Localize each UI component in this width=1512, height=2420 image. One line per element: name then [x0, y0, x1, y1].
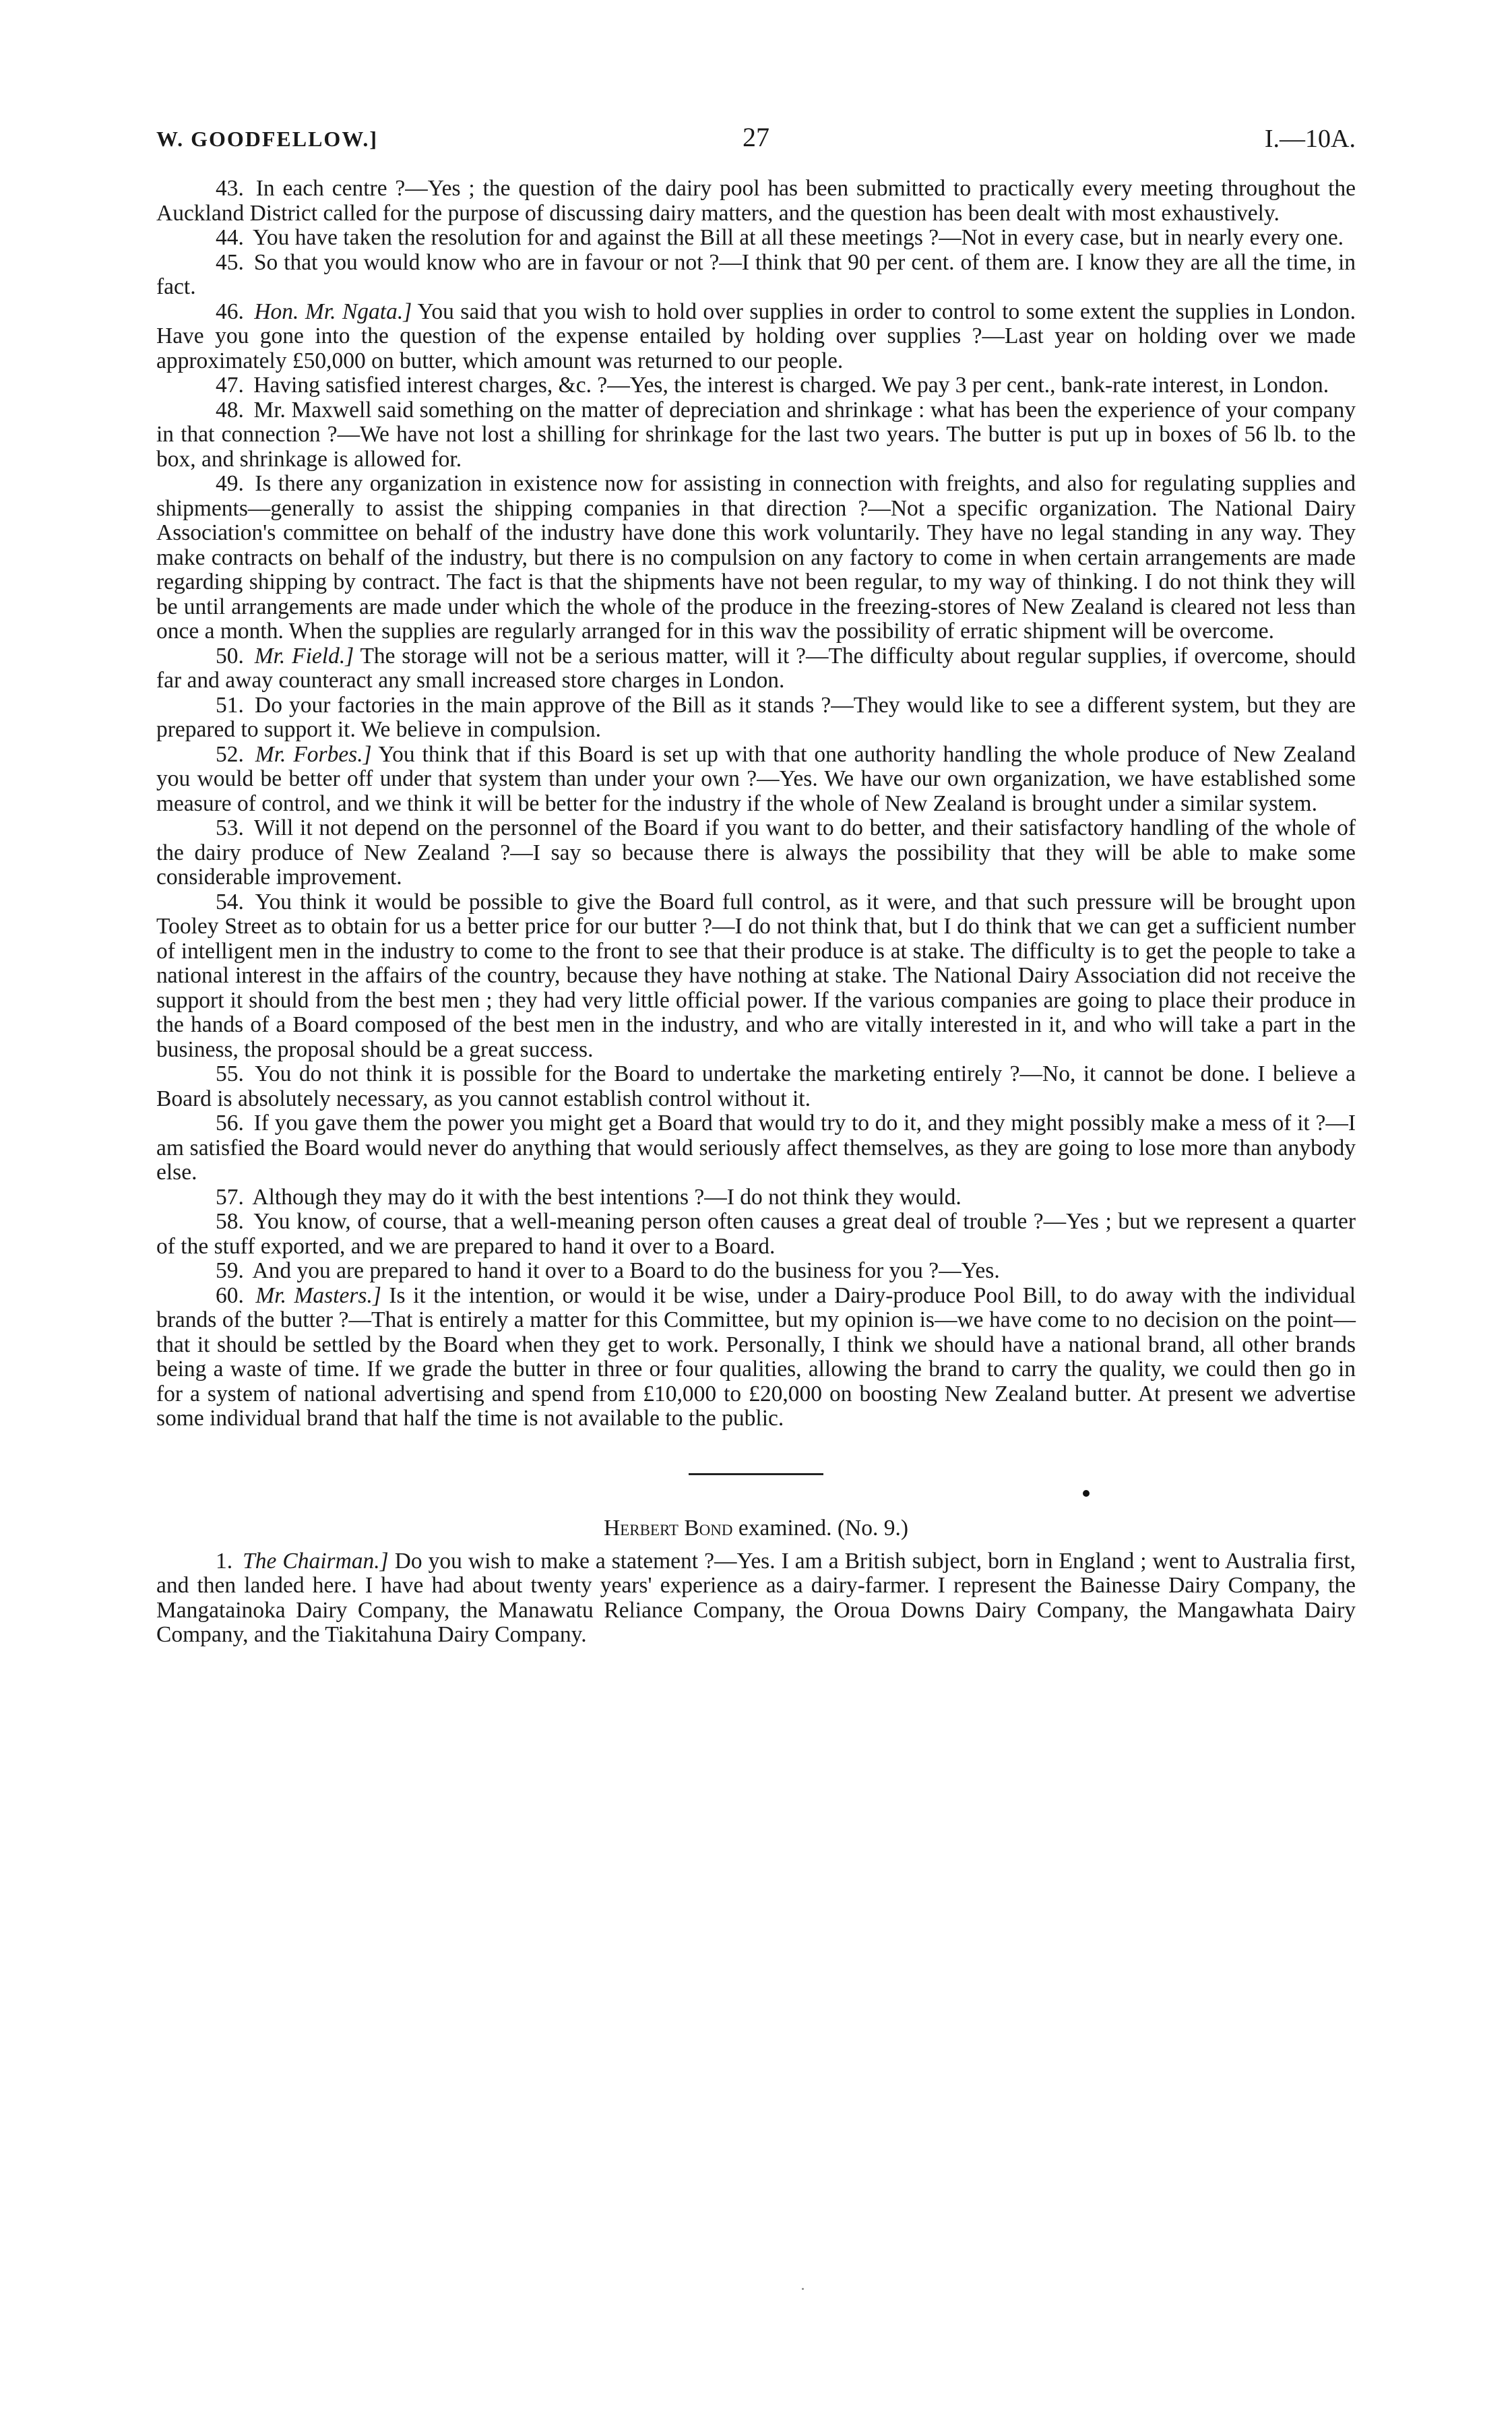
question-text: In each centre ?—Yes ; the question of the dairy pool has been submitted to practically every meeting throughout the Auckland District called for the purpose of discussing dairy matters, and the question has been dealt with most exhaustively. — [156, 176, 1356, 226]
witness-name: Herbert Bond — [603, 1515, 733, 1541]
question-47 — [156, 373, 1356, 398]
ink-dot — [1083, 1490, 1090, 1497]
question-53 — [156, 816, 1356, 890]
question-text: Will it not depend on the personnel of the Board if you want to do better, and their satisfactory handling of the whole of the dairy produce of New Zealand ?—I say so because there is always the possibility that they will be able to make some considerable improvement. — [156, 815, 1356, 890]
question-57 — [156, 1185, 1356, 1210]
question-text: You think it would be possible to give the Board full control, as it were, and that such pressure will be brought upon Tooley Street as to obtain for us a better price for our butter ?—I do not think that, but I do think that we can get a sufficient number of intelligent men in the industry to come to the front to see that their produce is at stake. The difficulty is to get the people to take a national interest in the affairs of the country, because they have nothing at stake. The National Dairy Association did not receive the support it should from the best men ; they had very little official power. If the various companies are going to place their produce in the hands of a Board composed of the best men in the industry, and who are vitally interested in it, and who will take a part in the business, the proposal should be a great success. — [156, 889, 1356, 1062]
question-51 — [156, 693, 1356, 743]
speaker-name: Mr. Masters.] — [255, 1282, 381, 1308]
question-46 — [156, 300, 1356, 374]
question-number: 52. — [216, 741, 244, 767]
evidence-body — [156, 177, 1356, 1431]
question-number: 43. — [216, 176, 244, 201]
question-number: 60. — [216, 1282, 244, 1308]
question-50 — [156, 644, 1356, 693]
question-45 — [156, 251, 1356, 300]
scan-speck — [802, 2288, 804, 2290]
witness-section-heading — [156, 1516, 1356, 1541]
document-page — [156, 121, 1356, 1648]
question-number: 57. — [216, 1184, 244, 1210]
question-number: 59. — [216, 1258, 244, 1283]
question-number: 55. — [216, 1061, 244, 1086]
question-44 — [156, 226, 1356, 251]
question-43 — [156, 177, 1356, 226]
question-text: So that you would know who are in favour or not ?—I think that 90 per cent. of them are. I know they are all the time, in fact. — [156, 249, 1356, 299]
question-text: Is there any organization in existence now for assisting in connection with freights, and also for regulating supplies and shipments—generally to assist the shipping companies in that direction ?—Not a specific organization. The National Dairy Association's committee on behalf of the industry have done this work voluntarily. They have no legal standing in any way. They make contracts on behalf of the industry, but there is no compulsion on any factory to come in when certain arrangements are made regarding shipping by contract. The fact is that the shipments have not been regular, to my way of thinking. I do not think they will be until arrangements are made under which the whole of the produce in the freezing-stores of New Zealand is cleared not less than once a month. When the supplies are regularly arranged for in this wav the possibility of erratic shipment will be overcome. — [156, 471, 1356, 644]
question-58 — [156, 1210, 1356, 1259]
question-text: You do not think it is possible for the Board to undertake the marketing entirely ?—No, it cannot be done. I believe a Board is absolutely necessary, as you cannot establish control without it. — [156, 1061, 1356, 1111]
speaker-name: Mr. Field.] — [254, 643, 354, 669]
header-witness-name: W. GOODFELLOW.] — [156, 127, 379, 151]
header-paper-reference: I.—10A. — [1264, 125, 1356, 153]
question-text: If you gave them the power you might get a Board that would try to do it, and they might possibly make a mess of it ?—I am satisfied the Board would never do anything that would seriously affect themselves, as they are going to lose more than anybody else. — [156, 1111, 1356, 1185]
speaker-name: The Chairman.] — [243, 1548, 389, 1574]
question-text: Although they may do it with the best intentions ?—I do not think they would. — [252, 1184, 962, 1210]
question-56 — [156, 1111, 1356, 1185]
question-text: The storage will not be a serious matter, will it ?—The difficulty about regular supplies, if overcome, should far and away counteract any small increased store charges in London. — [156, 643, 1356, 693]
question-number: 44. — [216, 225, 244, 250]
question-number: 53. — [216, 815, 244, 840]
question-59 — [156, 1259, 1356, 1284]
question-text: You said that you wish to hold over supplies in order to control to some extent the supplies in London. Have you gone into the question of the expense entailed by holding over supplies ?—Last year on holding over we made approximately £50,000 on butter, which amount was returned to our people. — [156, 299, 1356, 373]
question-text: You have taken the resolution for and against the Bill at all these meetings ?—Not in every case, but in nearly every one. — [253, 225, 1344, 250]
question-number: 1. — [216, 1548, 233, 1574]
question-48 — [156, 398, 1356, 472]
question-number: 45. — [216, 249, 244, 275]
speaker-name: Hon. Mr. Ngata.] — [254, 299, 412, 324]
question-number: 46. — [216, 299, 244, 324]
question-54 — [156, 890, 1356, 1063]
question-60 — [156, 1284, 1356, 1431]
question-text: Having satisfied interest charges, &c. ?—Yes, the interest is charged. We pay 3 per cent., bank-rate interest, in London. — [253, 373, 1329, 398]
heading-rest: examined. (No. 9.) — [738, 1515, 908, 1541]
question-1 — [156, 1549, 1356, 1648]
question-number: 58. — [216, 1209, 244, 1234]
question-number: 48. — [216, 397, 244, 423]
question-number: 56. — [216, 1111, 244, 1136]
page-number: 27 — [743, 122, 769, 152]
question-text: Do your factories in the main approve of the Bill as it stands ?—They would like to see a different system, but they are prepared to support it. We believe in compulsion. — [156, 692, 1356, 742]
question-number: 49. — [216, 471, 244, 496]
question-number: 47. — [216, 373, 244, 398]
question-text: You know, of course, that a well-meaning person often causes a great deal of trouble ?—Yes ; but we represent a quarter of the stuff exported, and we are prepared to hand it over to a Board. — [156, 1209, 1356, 1259]
question-number: 54. — [216, 889, 244, 914]
question-55 — [156, 1062, 1356, 1111]
question-text: Mr. Maxwell said something on the matter of depreciation and shrinkage : what has been the experience of your company in that connection ?—We have not lost a shilling for shrinkage for the last two years. The butter is put up in boxes of 56 lb. to the box, and shrinkage is allowed for. — [156, 397, 1356, 472]
page-header — [156, 121, 1356, 168]
question-text: Is it the intention, or would it be wise, under a Dairy-produce Pool Bill, to do away with the individual brands of the butter ?—That is entirely a matter for this Committee, but my opinion is—we have come to no decision on the point—that it should be settled by the Board when they get to work. Personally, I think we should have a national brand, all other brands being a waste of time. If we grade the butter in three or four qualities, allowing the brand to carry the quality, we could then go in for a system of national advertising and spend from £10,000 to £20,000 on boosting New Zealand butter. At present we advertise some individual brand that half the time is not available to the public. — [156, 1282, 1356, 1431]
speaker-name: Mr. Forbes.] — [255, 741, 372, 767]
question-text: And you are prepared to hand it over to a Board to do the business for you ?—Yes. — [252, 1258, 1000, 1283]
question-49 — [156, 472, 1356, 644]
question-text: You think that if this Board is set up with that one authority handling the whole produce of New Zealand you would be better off under that system than under your own ?—Yes. We have our own organization, we have established some measure of control, and we think it will be better for the industry if the whole of New Zealand is brought under a similar system. — [156, 741, 1356, 816]
question-number: 50. — [216, 643, 244, 669]
question-number: 51. — [216, 692, 244, 718]
question-52 — [156, 743, 1356, 817]
section-divider-rule — [689, 1473, 823, 1475]
question-text: Do you wish to make a statement ?—Yes. I am a British subject, born in England ; went to Australia first, and then landed here. I have had about twenty years' experience as a dairy-farmer. I represent the Bainesse Dairy Company, the Mangatainoka Dairy Company, the Manawatu Reliance Company, the Oroua Downs Dairy Company, the Mangawhata Dairy Company, and the Tiakitahuna Dairy Company. — [156, 1548, 1356, 1647]
